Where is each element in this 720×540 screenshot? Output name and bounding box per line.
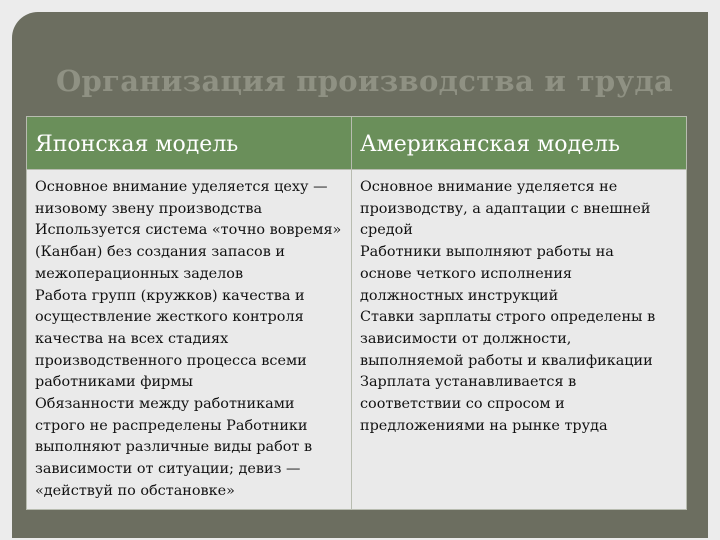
- header-american-model: Американская модель: [352, 117, 687, 170]
- japanese-line: качества на всех стадиях: [35, 330, 229, 347]
- japanese-line: Используется система «точно вовремя»: [35, 222, 342, 239]
- american-line: зависимости от должности,: [360, 330, 572, 347]
- japanese-line: работниками фирмы: [35, 374, 193, 391]
- american-line: Ставки зарплаты строго определены в: [360, 309, 656, 326]
- american-line: выполняемой работы и квалификации: [360, 352, 653, 369]
- japanese-line: строго не распределены Работники: [35, 417, 308, 434]
- table-header-row: [27, 117, 687, 170]
- american-line: средой: [360, 222, 413, 239]
- japanese-line: выполняют различные виды работ в: [35, 439, 313, 456]
- japanese-line: Основное внимание уделяется цеху —: [35, 179, 328, 195]
- american-line: Основное внимание уделяется не: [360, 179, 618, 195]
- japanese-line: «действуй по обстановке»: [35, 482, 235, 499]
- american-line: Работники выполняют работы на: [360, 244, 614, 261]
- japanese-line: низовому звену производства: [35, 200, 263, 217]
- japanese-line: Работа групп (кружков) качества и: [35, 287, 305, 304]
- american-line: производству, а адаптации с внешней: [360, 200, 651, 217]
- table-row: [27, 170, 687, 510]
- american-model-cell: [352, 170, 687, 510]
- japanese-line: осуществление жесткого контроля: [35, 309, 304, 326]
- american-line: предложениями на рынке труда: [360, 417, 608, 434]
- japanese-line: межоперационных заделов: [35, 265, 244, 282]
- japanese-line: Обязанности между работниками: [35, 396, 295, 413]
- japanese-line: зависимости от ситуации; девиз —: [35, 461, 301, 478]
- header-japanese-model: Японская модель: [27, 117, 352, 170]
- japanese-line: (Канбан) без создания запасов и: [35, 244, 285, 261]
- japanese-model-cell: [27, 170, 352, 510]
- american-line: должностных инструкций: [360, 287, 559, 304]
- american-line: соответствии со спросом и: [360, 396, 565, 413]
- american-line: основе четкого исполнения: [360, 265, 573, 282]
- comparison-table: [26, 116, 687, 510]
- japanese-line: производственного процесса всеми: [35, 352, 307, 369]
- slide-title: Организация производства и труда: [56, 64, 674, 98]
- american-line: Зарплата устанавливается в: [360, 374, 577, 391]
